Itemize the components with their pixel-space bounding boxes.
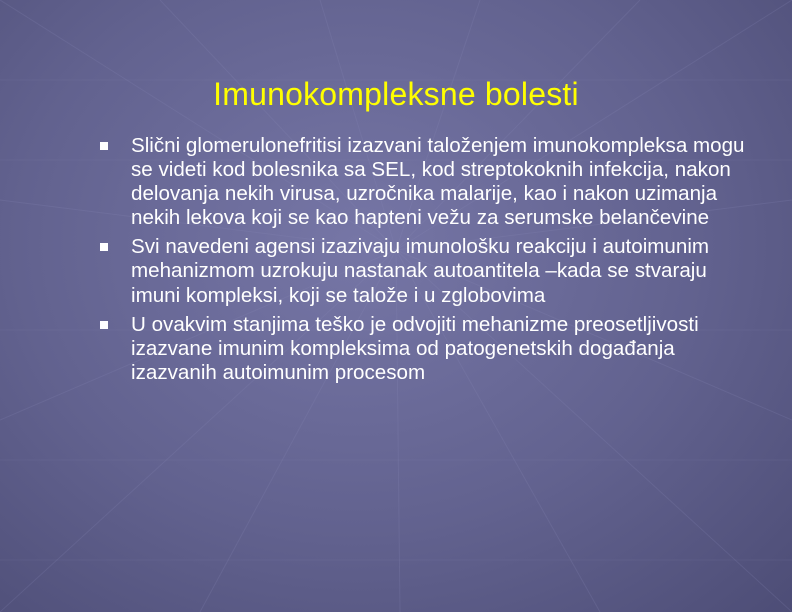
bullet-item bbox=[96, 235, 756, 307]
square-bullet-icon bbox=[100, 142, 108, 150]
bullet-list bbox=[96, 134, 756, 390]
square-bullet-icon bbox=[100, 321, 108, 329]
slide-title: Imunokompleksne bolesti bbox=[213, 76, 579, 112]
bullet-item bbox=[96, 134, 756, 230]
bullet-text: U ovakvim stanjima teško je odvojiti mehanizme preosetljivosti izazvane imunim kompleksima od patogenetskih događanja izazvanih autoimunim procesom bbox=[131, 312, 699, 384]
bullet-text: Svi navedeni agensi izazivaju imunološku reakciju i autoimunim mehanizmom uzrokuju nastanak autoantitela –kada se stvaraju imuni kompleksi, koji se talože i u zglobovima bbox=[131, 235, 710, 307]
bullet-item bbox=[96, 313, 756, 385]
square-bullet-icon bbox=[100, 243, 108, 251]
bullet-text: Slični glomerulonefritisi izazvani taloženjem imunokompleksa mogu se videti kod bolesnika sa SEL, kod streptokoknih infekcija, nakon delovanja nekih virusa, uzročnika malarije, kao i nakon uzimanja nekih lekova koji se kao hapteni vežu za serumske belančevine bbox=[131, 134, 745, 230]
